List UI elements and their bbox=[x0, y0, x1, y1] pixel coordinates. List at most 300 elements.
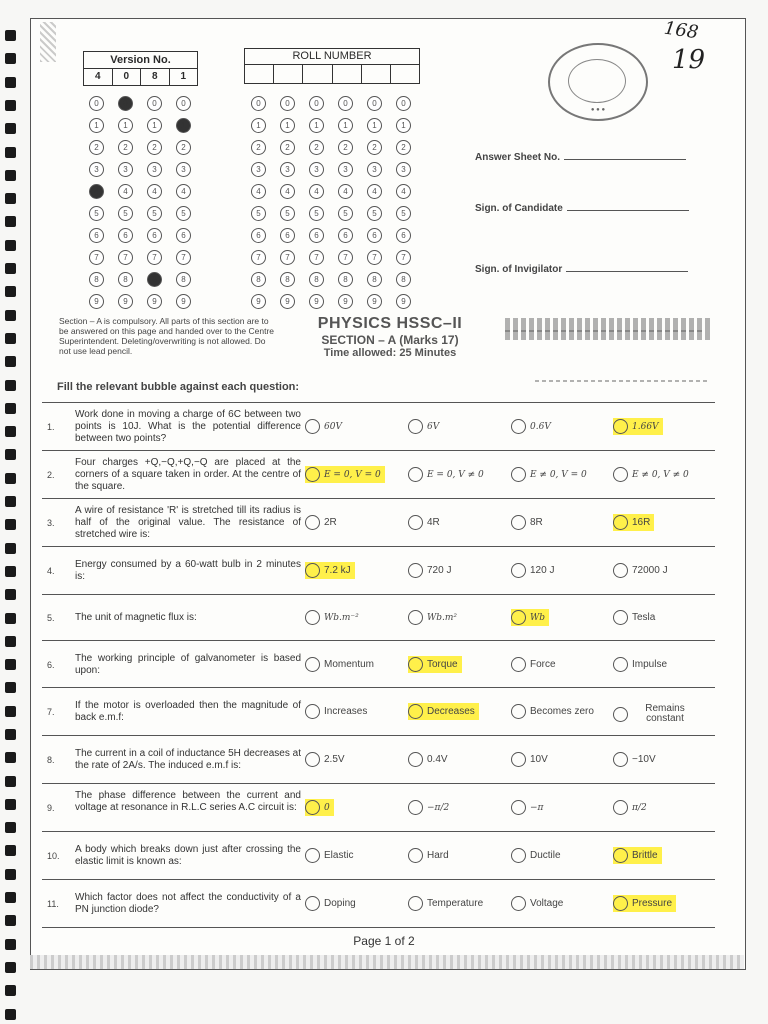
digit-bubble[interactable]: 0 bbox=[118, 96, 133, 111]
option-bubble[interactable] bbox=[305, 467, 320, 482]
option-label: Temperature bbox=[427, 898, 484, 909]
digit-bubble[interactable]: 0 bbox=[251, 96, 266, 111]
digit-bubble[interactable]: 5 bbox=[251, 206, 266, 221]
option-bubble[interactable] bbox=[511, 848, 526, 863]
sign-invigilator bbox=[475, 264, 688, 275]
digit-bubble[interactable]: 3 bbox=[367, 162, 382, 177]
answer-option[interactable] bbox=[511, 751, 552, 768]
sign-candidate-label: Sign. of Candidate bbox=[475, 203, 563, 214]
digit-bubble[interactable]: 6 bbox=[280, 228, 295, 243]
answer-option[interactable] bbox=[408, 751, 452, 768]
digit-bubble[interactable]: 5 bbox=[176, 206, 191, 221]
answer-option[interactable] bbox=[613, 466, 693, 483]
binder-hole bbox=[5, 1009, 16, 1020]
digit-bubble[interactable]: 3 bbox=[396, 162, 411, 177]
question-number: 6. bbox=[47, 659, 55, 670]
option-bubble[interactable] bbox=[408, 610, 423, 625]
digit-bubble[interactable]: 7 bbox=[251, 250, 266, 265]
digit-bubble[interactable]: 2 bbox=[251, 140, 266, 155]
answer-option[interactable] bbox=[305, 895, 360, 912]
question-text: If the motor is overloaded then the magnitude of back e.m.f: bbox=[75, 700, 301, 723]
binder-hole bbox=[5, 333, 16, 344]
digit-bubble[interactable]: 8 bbox=[89, 272, 104, 287]
digit-bubble[interactable]: 9 bbox=[280, 294, 295, 309]
answer-option[interactable] bbox=[511, 799, 547, 816]
answer-option[interactable] bbox=[408, 609, 461, 626]
option-bubble[interactable] bbox=[305, 610, 320, 625]
digit-bubble[interactable]: 2 bbox=[118, 140, 133, 155]
digit-bubble[interactable]: 7 bbox=[176, 250, 191, 265]
question-number: 4. bbox=[47, 566, 55, 576]
corner-mark bbox=[40, 22, 56, 62]
digit-bubble[interactable]: 6 bbox=[396, 228, 411, 243]
option-bubble[interactable] bbox=[305, 800, 320, 815]
option-bubble[interactable] bbox=[305, 563, 320, 578]
option-label: −10V bbox=[632, 754, 656, 765]
binder-hole bbox=[5, 915, 16, 926]
answer-option[interactable] bbox=[613, 418, 663, 435]
answer-option[interactable] bbox=[511, 847, 565, 864]
option-bubble[interactable] bbox=[511, 563, 526, 578]
digit-bubble[interactable]: 3 bbox=[309, 162, 324, 177]
answer-option[interactable] bbox=[613, 895, 676, 912]
seal-inner bbox=[568, 59, 626, 103]
option-label: Wb bbox=[530, 612, 546, 623]
option-label: Wb.m⁻² bbox=[324, 612, 359, 623]
question-text: A wire of resistance 'R' is stretched till its radius is half of the original value. The resistance of stretched wire is: bbox=[75, 505, 301, 540]
digit-bubble[interactable]: 3 bbox=[338, 162, 353, 177]
digit-bubble[interactable]: 5 bbox=[147, 206, 162, 221]
binder-hole bbox=[5, 496, 16, 507]
option-bubble[interactable] bbox=[408, 563, 423, 578]
digit-bubble[interactable]: 5 bbox=[338, 206, 353, 221]
answer-option[interactable] bbox=[305, 562, 355, 579]
binder-hole bbox=[5, 100, 16, 111]
digit-bubble[interactable]: 7 bbox=[280, 250, 295, 265]
instructions: Section – A is compulsory. All parts of this section are to be answered on this page and handed over to the Centre Superintendent. Deleting/overwriting is not allowed. Do not use lead pencil. bbox=[59, 316, 275, 356]
option-bubble[interactable] bbox=[613, 610, 628, 625]
binder-hole bbox=[5, 193, 16, 204]
binder-hole bbox=[5, 962, 16, 973]
digit-bubble[interactable]: 7 bbox=[89, 250, 104, 265]
sign-invigilator-label: Sign. of Invigilator bbox=[475, 264, 563, 275]
digit-bubble[interactable]: 0 bbox=[367, 96, 382, 111]
digit-bubble[interactable]: 1 bbox=[396, 118, 411, 133]
option-bubble[interactable] bbox=[511, 515, 526, 530]
option-label: Wb.m² bbox=[427, 612, 458, 623]
binder-hole bbox=[5, 519, 16, 530]
binder-hole bbox=[5, 473, 16, 484]
digit-bubble[interactable]: 2 bbox=[176, 140, 191, 155]
digit-bubble[interactable]: 2 bbox=[396, 140, 411, 155]
digit-bubble[interactable]: 5 bbox=[309, 206, 324, 221]
digit-bubble[interactable]: 9 bbox=[176, 294, 191, 309]
binder-hole bbox=[5, 659, 16, 670]
option-bubble[interactable] bbox=[408, 896, 423, 911]
answer-sheet-label: Answer Sheet No. bbox=[475, 152, 561, 163]
digit-bubble[interactable]: 9 bbox=[396, 294, 411, 309]
option-bubble[interactable] bbox=[613, 467, 628, 482]
option-bubble[interactable] bbox=[408, 419, 423, 434]
option-bubble[interactable] bbox=[511, 419, 526, 434]
answer-option[interactable] bbox=[408, 656, 462, 673]
digit-bubble[interactable]: 4 bbox=[338, 184, 353, 199]
question-number: 5. bbox=[47, 613, 55, 623]
digit-bubble[interactable]: 4 bbox=[147, 184, 162, 199]
digit-bubble[interactable]: 9 bbox=[251, 294, 266, 309]
answer-option[interactable] bbox=[511, 895, 567, 912]
option-label: Impulse bbox=[632, 658, 668, 670]
option-bubble[interactable] bbox=[613, 848, 628, 863]
option-bubble[interactable] bbox=[511, 752, 526, 767]
option-bubble[interactable] bbox=[408, 752, 423, 767]
digit-bubble[interactable]: 8 bbox=[251, 272, 266, 287]
answer-option[interactable] bbox=[613, 703, 702, 725]
digit-bubble[interactable]: 7 bbox=[118, 250, 133, 265]
answer-option[interactable] bbox=[408, 514, 444, 531]
digit-bubble[interactable]: 4 bbox=[367, 184, 382, 199]
answer-option[interactable] bbox=[613, 514, 654, 531]
digit-bubble[interactable]: 3 bbox=[89, 162, 104, 177]
seal-text: ● ● ● bbox=[590, 107, 606, 113]
digit-bubble[interactable]: 8 bbox=[118, 272, 133, 287]
roll-cell[interactable] bbox=[333, 65, 362, 83]
option-bubble[interactable] bbox=[408, 467, 423, 482]
digit-bubble[interactable]: 8 bbox=[147, 272, 162, 287]
binder-hole bbox=[5, 263, 16, 274]
question-row bbox=[42, 546, 715, 595]
option-label: 7.2 kJ bbox=[324, 565, 351, 576]
option-bubble[interactable] bbox=[305, 704, 320, 719]
subject-title: PHYSICS HSSC–II bbox=[317, 315, 463, 332]
answer-option[interactable] bbox=[511, 514, 547, 531]
option-bubble[interactable] bbox=[511, 610, 526, 625]
digit-bubble[interactable]: 5 bbox=[280, 206, 295, 221]
option-bubble[interactable] bbox=[511, 800, 526, 815]
option-label: Tesla bbox=[632, 612, 656, 623]
roll-number-cells bbox=[244, 65, 420, 84]
option-label: 0.6V bbox=[530, 421, 551, 432]
answer-option[interactable] bbox=[613, 799, 651, 816]
option-bubble[interactable] bbox=[613, 515, 628, 530]
digit-bubble[interactable]: 7 bbox=[309, 250, 324, 265]
digit-bubble[interactable]: 9 bbox=[338, 294, 353, 309]
digit-bubble[interactable]: 3 bbox=[251, 162, 266, 177]
roll-cell[interactable] bbox=[245, 65, 274, 83]
answer-option[interactable] bbox=[613, 847, 662, 864]
option-bubble[interactable] bbox=[511, 467, 526, 482]
digit-bubble[interactable]: 2 bbox=[338, 140, 353, 155]
digit-bubble[interactable]: 1 bbox=[338, 118, 353, 133]
option-label: Voltage bbox=[530, 898, 564, 909]
question-number: 7. bbox=[47, 707, 55, 717]
digit-bubble[interactable]: 2 bbox=[309, 140, 324, 155]
urdu-instructions-text bbox=[505, 318, 710, 340]
answer-option[interactable] bbox=[408, 847, 453, 864]
digit-bubble[interactable]: 8 bbox=[309, 272, 324, 287]
roll-cell[interactable] bbox=[303, 65, 332, 83]
option-bubble[interactable] bbox=[511, 896, 526, 911]
binder-hole bbox=[5, 310, 16, 321]
answer-sheet-no bbox=[475, 152, 686, 163]
option-bubble[interactable] bbox=[408, 704, 423, 719]
binder-hole bbox=[5, 77, 16, 88]
answer-option[interactable] bbox=[305, 656, 378, 673]
question-row bbox=[42, 687, 715, 736]
binder-hole bbox=[5, 30, 16, 41]
question-row bbox=[42, 498, 715, 547]
option-bubble[interactable] bbox=[408, 848, 423, 863]
digit-bubble[interactable]: 8 bbox=[338, 272, 353, 287]
digit-bubble[interactable]: 1 bbox=[309, 118, 324, 133]
answer-option[interactable] bbox=[408, 799, 453, 816]
answer-option[interactable] bbox=[613, 656, 671, 673]
question-row bbox=[42, 735, 715, 784]
binder-hole bbox=[5, 706, 16, 717]
digit-bubble[interactable]: 9 bbox=[309, 294, 324, 309]
roll-cell[interactable] bbox=[362, 65, 391, 83]
option-bubble[interactable] bbox=[305, 419, 320, 434]
binder-hole bbox=[5, 123, 16, 134]
digit-bubble[interactable]: 8 bbox=[367, 272, 382, 287]
digit-bubble[interactable]: 6 bbox=[176, 228, 191, 243]
answer-option[interactable] bbox=[305, 609, 363, 626]
digit-bubble[interactable]: 7 bbox=[147, 250, 162, 265]
roll-cell[interactable] bbox=[391, 65, 419, 83]
binder-hole bbox=[5, 403, 16, 414]
option-label: π/2 bbox=[632, 802, 647, 813]
digit-bubble[interactable]: 5 bbox=[89, 206, 104, 221]
question-text: The current in a coil of inductance 5H decreases at the rate of 2A/s. The induced e.m.f is: bbox=[75, 748, 301, 771]
digit-bubble[interactable]: 4 bbox=[280, 184, 295, 199]
board-seal bbox=[548, 43, 648, 121]
digit-bubble[interactable]: 7 bbox=[396, 250, 411, 265]
binder-hole bbox=[5, 566, 16, 577]
option-bubble[interactable] bbox=[613, 752, 628, 767]
answer-option[interactable] bbox=[305, 418, 346, 435]
digit-bubble[interactable]: 4 bbox=[309, 184, 324, 199]
digit-bubble[interactable]: 4 bbox=[176, 184, 191, 199]
answer-option[interactable] bbox=[511, 562, 558, 579]
binder-hole bbox=[5, 356, 16, 367]
option-bubble[interactable] bbox=[613, 657, 628, 672]
answer-option[interactable] bbox=[305, 514, 341, 531]
option-label: Force bbox=[530, 658, 556, 670]
option-label: Torque bbox=[427, 658, 458, 670]
digit-bubble[interactable]: 0 bbox=[176, 96, 191, 111]
question-number: 11. bbox=[47, 899, 59, 909]
option-bubble[interactable] bbox=[613, 800, 628, 815]
digit-bubble[interactable]: 6 bbox=[338, 228, 353, 243]
roll-cell[interactable] bbox=[274, 65, 303, 83]
answer-option[interactable] bbox=[613, 562, 672, 579]
digit-bubble[interactable]: 3 bbox=[176, 162, 191, 177]
urdu-instructions-text-line bbox=[505, 330, 705, 332]
question-divider bbox=[42, 927, 715, 928]
question-text: The unit of magnetic flux is: bbox=[75, 612, 197, 623]
sign-candidate bbox=[475, 203, 689, 214]
question-number: 1. bbox=[47, 422, 55, 432]
digit-bubble[interactable]: 6 bbox=[251, 228, 266, 243]
digit-bubble[interactable]: 6 bbox=[118, 228, 133, 243]
digit-bubble[interactable]: 2 bbox=[89, 140, 104, 155]
option-bubble[interactable] bbox=[305, 752, 320, 767]
question-text: Four charges +Q,−Q,+Q,−Q are placed at the corners of a square taken in order. At the centre of the square. bbox=[75, 457, 301, 492]
digit-bubble[interactable]: 1 bbox=[176, 118, 191, 133]
digit-bubble[interactable]: 4 bbox=[118, 184, 133, 199]
option-label: 72000 J bbox=[632, 565, 668, 576]
option-label: 720 J bbox=[427, 565, 452, 576]
digit-bubble[interactable]: 9 bbox=[147, 294, 162, 309]
binder-hole bbox=[5, 216, 16, 227]
option-label: E ≠ 0, V ≠ 0 bbox=[632, 469, 689, 480]
answer-option[interactable] bbox=[408, 466, 488, 483]
digit-bubble[interactable]: 0 bbox=[396, 96, 411, 111]
option-label: Elastic bbox=[324, 850, 354, 861]
option-label: Becomes zero bbox=[530, 706, 594, 717]
question-text: The phase difference between the current and voltage at resonance in R.L.C series A.C circuit is: bbox=[75, 790, 301, 813]
binder-holes bbox=[0, 0, 22, 1024]
answer-option[interactable] bbox=[305, 847, 357, 864]
digit-bubble[interactable]: 6 bbox=[309, 228, 324, 243]
digit-bubble[interactable]: 0 bbox=[338, 96, 353, 111]
answer-option[interactable] bbox=[408, 703, 479, 720]
binder-hole bbox=[5, 636, 16, 647]
digit-bubble[interactable]: 3 bbox=[118, 162, 133, 177]
question-number: 9. bbox=[47, 803, 55, 813]
option-bubble[interactable] bbox=[511, 657, 526, 672]
handwritten-note-1: 168 bbox=[662, 17, 700, 44]
page-footer: Page 1 of 2 bbox=[353, 934, 415, 948]
sign-candidate-field[interactable] bbox=[567, 210, 689, 211]
binder-hole bbox=[5, 682, 16, 693]
binder-hole bbox=[5, 752, 16, 763]
question-text: A body which breaks down just after crossing the elastic limit is known as: bbox=[75, 844, 301, 867]
answer-option[interactable] bbox=[305, 466, 385, 483]
digit-bubble[interactable]: 2 bbox=[367, 140, 382, 155]
digit-bubble[interactable]: 6 bbox=[367, 228, 382, 243]
option-bubble[interactable] bbox=[408, 800, 423, 815]
digit-bubble[interactable]: 7 bbox=[367, 250, 382, 265]
question-number: 10. bbox=[47, 851, 60, 861]
question-row bbox=[42, 640, 715, 688]
answer-option[interactable] bbox=[408, 418, 443, 435]
option-bubble[interactable] bbox=[613, 707, 628, 722]
version-digit: 8 bbox=[141, 69, 170, 85]
option-label: Increases bbox=[324, 706, 368, 717]
option-label: 0.4V bbox=[427, 754, 448, 765]
option-label: 16R bbox=[632, 517, 651, 528]
binder-hole bbox=[5, 799, 16, 810]
digit-bubble[interactable]: 5 bbox=[396, 206, 411, 221]
answer-option[interactable] bbox=[511, 703, 598, 720]
question-number: 8. bbox=[47, 755, 55, 765]
answer-option[interactable] bbox=[305, 799, 334, 816]
digit-bubble[interactable]: 5 bbox=[367, 206, 382, 221]
option-bubble[interactable] bbox=[613, 563, 628, 578]
digit-bubble[interactable]: 7 bbox=[338, 250, 353, 265]
answer-option[interactable] bbox=[511, 418, 555, 435]
question-text: Work done in moving a charge of 6C between two points is 10J. What is the potential difference between two points? bbox=[75, 409, 301, 444]
option-bubble[interactable] bbox=[305, 848, 320, 863]
digit-bubble[interactable]: 0 bbox=[309, 96, 324, 111]
version-digit: 0 bbox=[113, 69, 142, 85]
answer-option[interactable] bbox=[408, 562, 455, 579]
answer-option[interactable] bbox=[305, 703, 371, 720]
subject-block bbox=[300, 315, 480, 359]
digit-bubble[interactable]: 4 bbox=[89, 184, 104, 199]
option-bubble[interactable] bbox=[305, 515, 320, 530]
option-label: 2.5V bbox=[324, 754, 345, 765]
digit-bubble[interactable]: 2 bbox=[280, 140, 295, 155]
option-bubble[interactable] bbox=[511, 704, 526, 719]
digit-bubble[interactable]: 9 bbox=[367, 294, 382, 309]
answer-option[interactable] bbox=[305, 751, 349, 768]
option-label: E ≠ 0, V = 0 bbox=[530, 469, 587, 480]
question-text: Energy consumed by a 60-watt bulb in 2 minutes is: bbox=[75, 559, 301, 582]
binder-hole bbox=[5, 589, 16, 600]
digit-bubble[interactable]: 0 bbox=[147, 96, 162, 111]
digit-bubble[interactable]: 6 bbox=[89, 228, 104, 243]
answer-option[interactable] bbox=[511, 466, 591, 483]
digit-bubble[interactable]: 0 bbox=[280, 96, 295, 111]
digit-bubble[interactable]: 2 bbox=[147, 140, 162, 155]
question-number: 2. bbox=[47, 470, 55, 480]
answer-option[interactable] bbox=[511, 609, 549, 626]
option-bubble[interactable] bbox=[613, 896, 628, 911]
option-bubble[interactable] bbox=[408, 657, 423, 672]
version-digit: 1 bbox=[180, 71, 187, 82]
digit-bubble[interactable]: 6 bbox=[147, 228, 162, 243]
answer-option[interactable] bbox=[613, 609, 659, 626]
binder-hole bbox=[5, 286, 16, 297]
option-bubble[interactable] bbox=[613, 419, 628, 434]
binder-hole bbox=[5, 426, 16, 437]
digit-bubble[interactable]: 8 bbox=[396, 272, 411, 287]
digit-bubble[interactable]: 0 bbox=[89, 96, 104, 111]
digit-bubble[interactable]: 9 bbox=[118, 294, 133, 309]
digit-bubble[interactable]: 1 bbox=[280, 118, 295, 133]
option-bubble[interactable] bbox=[305, 896, 320, 911]
option-label: Doping bbox=[324, 898, 356, 909]
binder-hole bbox=[5, 170, 16, 181]
answer-option[interactable] bbox=[408, 895, 487, 912]
digit-bubble[interactable]: 1 bbox=[89, 118, 104, 133]
digit-bubble[interactable]: 3 bbox=[280, 162, 295, 177]
digit-bubble[interactable]: 5 bbox=[118, 206, 133, 221]
answer-option[interactable] bbox=[613, 751, 660, 768]
digit-bubble[interactable]: 1 bbox=[367, 118, 382, 133]
version-digits bbox=[83, 69, 198, 86]
option-bubble[interactable] bbox=[305, 657, 320, 672]
digit-bubble[interactable]: 1 bbox=[251, 118, 266, 133]
digit-bubble[interactable]: 4 bbox=[396, 184, 411, 199]
option-label: 8R bbox=[530, 517, 543, 528]
sign-invigilator-field[interactable] bbox=[566, 271, 688, 272]
digit-bubble[interactable]: 1 bbox=[147, 118, 162, 133]
digit-bubble[interactable]: 3 bbox=[147, 162, 162, 177]
digit-bubble[interactable]: 9 bbox=[89, 294, 104, 309]
option-bubble[interactable] bbox=[408, 515, 423, 530]
answer-option[interactable] bbox=[511, 656, 560, 673]
digit-bubble[interactable]: 8 bbox=[176, 272, 191, 287]
digit-bubble[interactable]: 4 bbox=[251, 184, 266, 199]
digit-bubble[interactable]: 1 bbox=[118, 118, 133, 133]
digit-bubble[interactable]: 8 bbox=[280, 272, 295, 287]
answer-sheet-field[interactable] bbox=[564, 159, 686, 160]
option-label: 1.66V bbox=[632, 421, 659, 432]
binder-hole bbox=[5, 53, 16, 64]
